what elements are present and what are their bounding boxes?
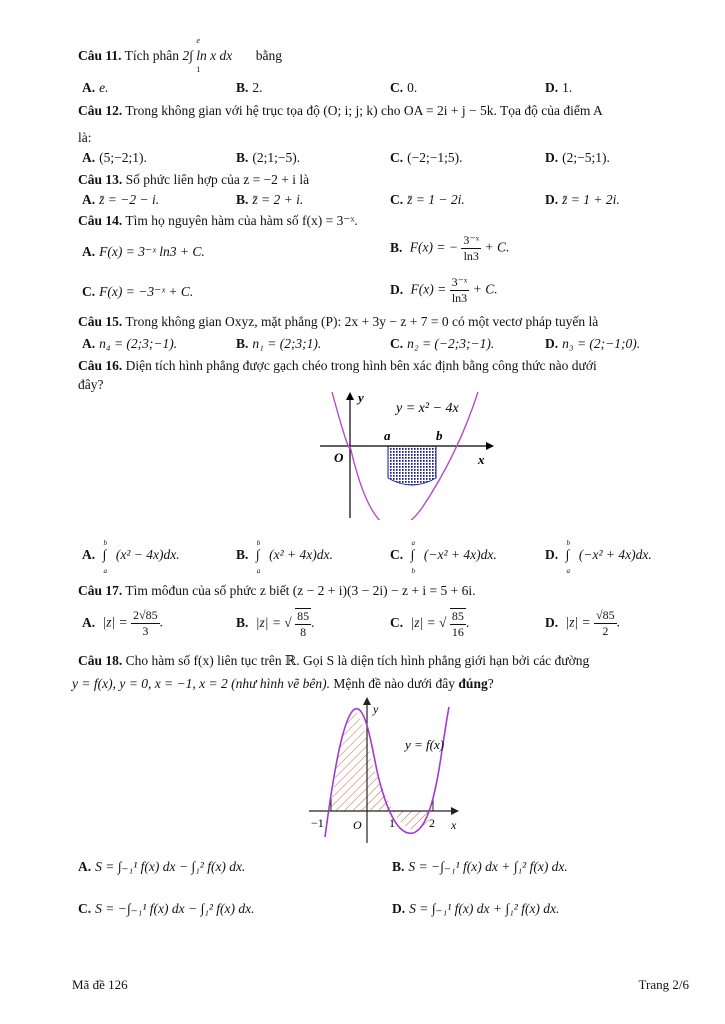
- fraction: [131, 608, 160, 639]
- option-key: C.: [390, 80, 404, 95]
- option-value: 1.: [562, 80, 573, 95]
- fraction: [450, 275, 470, 306]
- lower-limit: a: [103, 567, 107, 575]
- option-key: B.: [236, 547, 249, 562]
- option-prefix: |z| = √: [410, 615, 447, 631]
- option-value: z̄ = −2 − i.: [99, 192, 160, 207]
- integral-expression: [182, 36, 252, 74]
- x-arrow: [451, 807, 459, 815]
- option-value: (2;−5;1).: [562, 150, 610, 165]
- upper-limit: a: [411, 539, 415, 547]
- option-key: B.: [236, 80, 249, 95]
- question-18: [78, 652, 689, 670]
- question-14: [78, 212, 689, 230]
- fraction-denominator: 8: [300, 625, 307, 639]
- fraction-numerator: 2√85: [133, 608, 158, 622]
- option-key: A.: [82, 547, 96, 562]
- q11-option-c[interactable]: [390, 79, 417, 97]
- option-key: B.: [390, 239, 403, 255]
- option-key: B.: [392, 859, 405, 874]
- y-arrow: [346, 392, 354, 400]
- option-key: A.: [82, 192, 96, 207]
- option-key: C.: [390, 192, 404, 207]
- question-tail: bằng: [255, 48, 283, 63]
- q16-option-b[interactable]: [236, 539, 333, 575]
- parabola-figure: [318, 388, 498, 520]
- option-value: z̄ = 1 + 2i.: [562, 192, 620, 207]
- integral-sign: ∫ a b: [411, 546, 421, 564]
- q11-option-a[interactable]: [82, 79, 109, 97]
- option-suffix: + C.: [472, 281, 498, 297]
- fraction-numerator: 3⁻ˣ: [463, 233, 480, 247]
- option-key: D.: [392, 901, 406, 916]
- option-key: A.: [82, 150, 96, 165]
- shaded-region: [388, 446, 436, 485]
- option-key: C.: [390, 615, 404, 631]
- conditions: y = f(x), y = 0, x = −1, x = 2: [72, 676, 228, 691]
- option-value: (x² − 4x)dx.: [115, 547, 180, 562]
- option-key: B.: [236, 192, 249, 207]
- q16-option-a[interactable]: [82, 539, 180, 575]
- q13-option-b[interactable]: [236, 191, 303, 209]
- option-value: F(x) = 3⁻ˣ ln3 + C.: [99, 244, 205, 259]
- question-text: Diện tích hình phẳng được gạch chéo trong hình bên xác định bằng công thức nào dưới: [125, 358, 597, 373]
- option-key: D.: [545, 150, 559, 165]
- option-value: z̄ = 1 − 2i.: [407, 192, 465, 207]
- option-key: A.: [82, 336, 96, 351]
- option-value: n₄ = (2;3;−1).: [99, 336, 178, 351]
- option-key: D.: [545, 336, 559, 351]
- q18-option-a[interactable]: [78, 858, 245, 876]
- option-suffix: .: [616, 614, 621, 630]
- fraction-numerator: √85: [596, 608, 615, 622]
- integral-upper: e: [196, 36, 200, 45]
- option-key: D.: [545, 547, 559, 562]
- q18-option-b[interactable]: [392, 858, 568, 876]
- q14-option-b[interactable]: [390, 233, 509, 264]
- question-label: Câu 12.: [78, 103, 123, 118]
- option-value: n₁ = (2;3;1).: [252, 336, 322, 351]
- y-label: y: [373, 702, 379, 716]
- q17-option-c[interactable]: [390, 608, 469, 640]
- option-key: A.: [78, 859, 92, 874]
- question-text-cont: đây?: [78, 377, 104, 392]
- question-label: Câu 18.: [78, 653, 123, 668]
- figure-note: (như hình vẽ bên).: [231, 676, 330, 691]
- q11-option-d[interactable]: [545, 79, 572, 97]
- question-label: Câu 14.: [78, 213, 123, 228]
- fraction-denominator: 2: [602, 624, 609, 638]
- question-mark: ?: [487, 676, 494, 691]
- q13-option-a[interactable]: [82, 191, 159, 209]
- q12-option-b[interactable]: [236, 149, 300, 167]
- option-value: S = −∫₋₁¹ f(x) dx − ∫₁² f(x) dx.: [95, 901, 255, 916]
- option-prefix: |z| =: [565, 614, 591, 630]
- option-value: F(x) = −3⁻ˣ + C.: [99, 284, 194, 299]
- function-figure: [305, 697, 475, 847]
- option-suffix: .: [159, 614, 164, 630]
- option-value: (2;1;−5).: [252, 150, 301, 165]
- fraction-numerator: 85: [451, 609, 464, 623]
- question-text: Tìm họ nguyên hàm của hàm số f(x) = 3⁻ˣ.: [125, 213, 358, 228]
- option-key: D.: [390, 281, 404, 297]
- integral-sign: ∫ b a: [256, 546, 266, 564]
- option-key: C.: [82, 284, 96, 299]
- question-text: Tích phân: [124, 48, 180, 63]
- upper-limit: b: [256, 539, 261, 547]
- q16-option-d[interactable]: [545, 539, 652, 575]
- fraction-numerator: 3⁻ˣ: [451, 275, 468, 289]
- q12-option-a[interactable]: [82, 149, 147, 167]
- lower-limit: a: [256, 567, 261, 575]
- q16-option-c[interactable]: [390, 539, 497, 575]
- integral-sign: ∫ b a: [566, 546, 576, 564]
- option-value: (−x² + 4x)dx.: [578, 547, 652, 562]
- q15-option-a[interactable]: [82, 335, 177, 353]
- origin-label: O: [334, 450, 344, 465]
- prompt: Mệnh đề nào dưới đây: [333, 676, 456, 691]
- option-prefix: F(x) =: [410, 281, 447, 297]
- question-label: Câu 13.: [78, 172, 123, 187]
- fraction-numerator: 85: [297, 609, 310, 623]
- upper-limit: b: [103, 539, 107, 547]
- question-text: Cho hàm số f(x) liên tục trên ℝ. Gọi S là diện tích hình phẳng giới hạn bởi các đường: [125, 653, 590, 668]
- lower-limit: a: [566, 567, 570, 575]
- y-arrow: [363, 697, 371, 705]
- fraction: [594, 608, 617, 639]
- option-value: 2.: [252, 80, 263, 95]
- a-label: a: [384, 428, 391, 443]
- tick-2: 2: [429, 816, 435, 830]
- option-suffix: + C.: [484, 239, 510, 255]
- option-key: A.: [82, 614, 96, 630]
- option-prefix: F(x) = −: [409, 239, 458, 255]
- question-12: [78, 102, 689, 120]
- option-value: (5;−2;1).: [99, 150, 147, 165]
- option-key: A.: [82, 244, 96, 259]
- q17-option-d[interactable]: [545, 608, 620, 639]
- q12-option-c[interactable]: [390, 149, 462, 167]
- y-label: y: [358, 390, 364, 405]
- q14-option-d[interactable]: [390, 275, 498, 306]
- lower-limit: b: [411, 567, 415, 575]
- q17-option-a[interactable]: [82, 608, 163, 639]
- question-text-cont: [72, 675, 689, 693]
- function-label: y = x² − 4x: [396, 401, 459, 416]
- page-number: Trang 2/6: [638, 977, 689, 992]
- option-key: D.: [545, 80, 559, 95]
- option-suffix: .: [465, 615, 470, 631]
- q15-option-c[interactable]: [390, 335, 494, 353]
- q18-option-c[interactable]: [78, 900, 255, 918]
- question-16: [78, 357, 689, 375]
- question-15: [78, 313, 689, 331]
- question-label: Câu 11.: [78, 48, 122, 63]
- option-value: (−2;−1;5).: [407, 150, 463, 165]
- option-prefix: |z| = √: [255, 615, 292, 631]
- option-key: B.: [236, 336, 249, 351]
- question-text: Số phức liên hợp của z = −2 + i là: [125, 172, 310, 187]
- q14-option-c[interactable]: [82, 283, 193, 301]
- tick-1: 1: [389, 816, 395, 830]
- option-key: C.: [390, 547, 404, 562]
- question-text-cont: là:: [78, 130, 92, 145]
- q12-option-d[interactable]: [545, 149, 610, 167]
- fraction-denominator: ln3: [451, 291, 468, 305]
- origin-label: O: [353, 818, 362, 832]
- upper-limit: b: [566, 539, 570, 547]
- option-value: S = −∫₋₁¹ f(x) dx + ∫₁² f(x) dx.: [408, 859, 568, 874]
- question-13: [78, 171, 689, 189]
- option-key: B.: [236, 615, 249, 631]
- option-value: (x² + 4x)dx.: [269, 547, 333, 562]
- option-value: (−x² + 4x)dx.: [423, 547, 497, 562]
- question-text: Trong không gian Oxyz, mặt phẳng (P): 2x + 3y − z + 7 = 0 có một vectơ pháp tuyến là: [125, 314, 599, 329]
- option-value: S = ∫₋₁¹ f(x) dx − ∫₁² f(x) dx.: [95, 859, 246, 874]
- q13-option-c[interactable]: [390, 191, 465, 209]
- question-label: Câu 17.: [78, 583, 123, 598]
- fraction-denominator: 3: [142, 624, 149, 638]
- option-key: B.: [236, 150, 249, 165]
- option-value: n₃ = (2;−1;0).: [562, 336, 641, 351]
- q13-option-d[interactable]: [545, 191, 620, 209]
- fraction: [295, 608, 311, 640]
- integral-sign: ∫ b a: [103, 546, 113, 564]
- option-value: z̄ = 2 + i.: [252, 192, 304, 207]
- q15-option-d[interactable]: [545, 335, 640, 353]
- option-key: C.: [390, 336, 404, 351]
- b-label: b: [436, 428, 443, 443]
- option-key: C.: [78, 901, 92, 916]
- integral-body: 2∫ ln x dx: [182, 48, 233, 63]
- question-text: Trong không gian với hệ trục tọa độ (O; i; j; k) cho OA = 2i + j − 5k. Tọa độ của điểm A: [125, 103, 603, 118]
- q18-option-d[interactable]: [392, 900, 559, 918]
- option-value: n₂ = (−2;3;−1).: [407, 336, 495, 351]
- exam-code: Mã đề 126: [72, 977, 128, 992]
- option-key: A.: [82, 80, 96, 95]
- option-value: S = ∫₋₁¹ f(x) dx + ∫₁² f(x) dx.: [409, 901, 560, 916]
- option-value: 0.: [407, 80, 418, 95]
- fraction-denominator: ln3: [463, 249, 479, 263]
- q11-option-b[interactable]: [236, 79, 263, 97]
- x-label: x: [451, 818, 457, 832]
- option-suffix: .: [311, 615, 315, 631]
- question-text: Tìm môđun của số phức z biết (z − 2 + i)(3 − 2i) − z + i = 5 + 6i.: [125, 583, 476, 598]
- option-value: e.: [99, 80, 109, 95]
- question-17: [78, 582, 689, 600]
- fraction: [450, 608, 466, 640]
- tick-minus1: −1: [311, 816, 324, 830]
- q17-option-b[interactable]: [236, 608, 314, 640]
- option-key: C.: [390, 150, 404, 165]
- option-prefix: |z| =: [102, 614, 128, 630]
- q14-option-a[interactable]: [82, 243, 205, 261]
- question-label: Câu 16.: [78, 358, 123, 373]
- question-11: [78, 36, 689, 74]
- emphasis: đúng: [458, 676, 488, 691]
- x-label: x: [478, 452, 485, 467]
- option-key: D.: [545, 614, 559, 630]
- function-label: y = f(x): [405, 737, 445, 752]
- fraction-denominator: 16: [451, 625, 464, 639]
- integral-lower: 1: [196, 65, 201, 74]
- q15-option-b[interactable]: [236, 335, 321, 353]
- option-key: D.: [545, 192, 559, 207]
- fraction: [461, 233, 481, 264]
- x-arrow: [486, 442, 494, 450]
- question-label: Câu 15.: [78, 314, 123, 329]
